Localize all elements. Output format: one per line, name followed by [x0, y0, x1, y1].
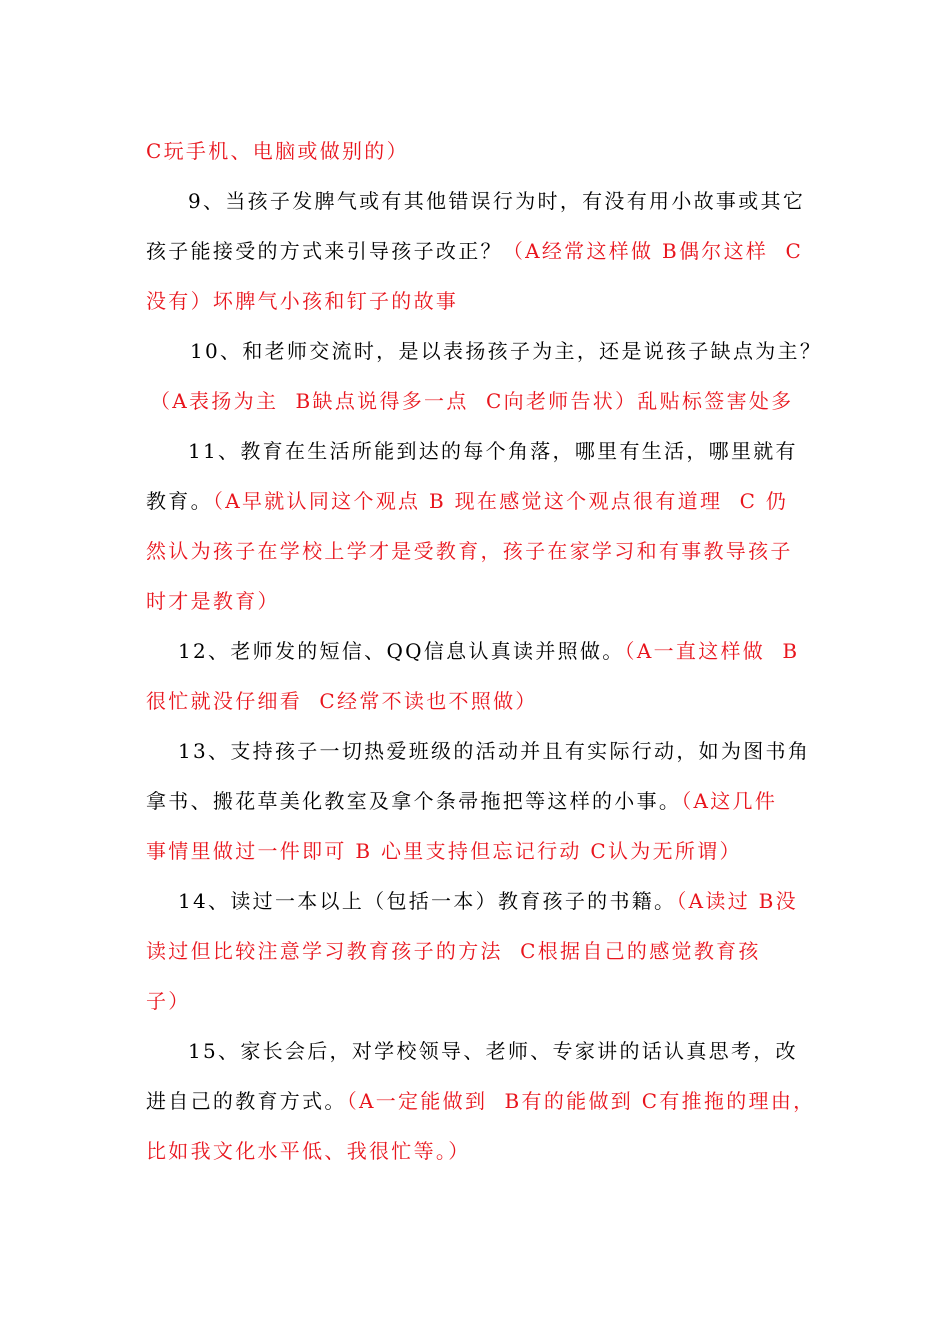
- text-line: [146, 536, 793, 566]
- answer-options-text: （A一定能做到 B有的能做到 C有推拖的理由，: [346, 1089, 816, 1113]
- answer-options-text: （A这几件: [681, 789, 778, 813]
- question-text: 10、和老师交流时，是以表扬孩子为主，还是说孩子缺点为主？: [190, 339, 823, 363]
- text-line: [146, 136, 409, 166]
- question-text: 拿书、搬花草美化教室及拿个条帚拖把等这样的小事。: [146, 789, 682, 813]
- answer-options-text: 时才是教育）: [146, 589, 280, 613]
- text-line: [146, 436, 798, 466]
- answer-options-text: （A读过 B没: [676, 889, 798, 913]
- answer-options-text: 事情里做过一件即可 B 心里支持但忘记行动 C认为无所谓）: [146, 839, 742, 863]
- answer-options-text: C玩手机、电脑或做别的）: [146, 139, 409, 163]
- answer-options-text: （A表扬为主 B缺点说得多一点 C向老师告状）乱贴标签害处多: [150, 389, 794, 413]
- question-text: 13、支持孩子一切热爱班级的活动并且有实际行动，如为图书角: [178, 739, 811, 763]
- question-text: 进自己的教育方式。: [146, 1089, 347, 1113]
- text-line: [146, 486, 788, 516]
- text-line: [146, 386, 793, 416]
- question-text: 孩子能接受的方式来引导孩子改正？: [146, 239, 503, 263]
- text-line: [146, 636, 799, 666]
- text-line: [146, 836, 742, 866]
- answer-options-text: 比如我文化水平低、我很忙等。）: [146, 1139, 471, 1163]
- text-line: [146, 686, 538, 716]
- text-line: [146, 1136, 471, 1166]
- text-line: [146, 786, 777, 816]
- question-text: 15、家长会后，对学校领导、老师、专家讲的话认真思考，改: [188, 1039, 798, 1063]
- text-line: [146, 1086, 815, 1116]
- text-line: [146, 886, 798, 916]
- answer-options-text: （A早就认同这个观点 B 现在感觉这个观点很有道理 C 仍: [212, 489, 789, 513]
- question-text: 9、当孩子发脾气或有其他错误行为时，有没有用小故事或其它: [188, 189, 806, 213]
- text-line: [146, 936, 761, 966]
- text-line: [146, 286, 458, 316]
- text-line: [146, 336, 822, 366]
- text-line: [146, 586, 280, 616]
- answer-options-text: （A一直这样做 B: [624, 639, 800, 663]
- answer-options-text: 没有）坏脾气小孩和钉子的故事: [146, 289, 459, 313]
- question-text: 教育。: [146, 489, 213, 513]
- answer-options-text: 子）: [146, 989, 191, 1013]
- text-line: [146, 986, 191, 1016]
- text-line: [146, 236, 803, 266]
- text-line: [146, 186, 805, 216]
- text-line: [146, 1036, 798, 1066]
- text-line: [146, 736, 810, 766]
- question-text: 12、老师发的短信、QQ信息认真读并照做。: [178, 639, 625, 663]
- answer-options-text: 很忙就没仔细看 C经常不读也不照做）: [146, 689, 538, 713]
- question-text: 14、读过一本以上（包括一本）教育孩子的书籍。: [178, 889, 677, 913]
- answer-options-text: （A经常这样做 B偶尔这样 C: [502, 239, 804, 263]
- answer-options-text: 然认为孩子在学校上学才是受教育，孩子在家学习和有事教导孩子: [146, 539, 793, 563]
- answer-options-text: 读过但比较注意学习教育孩子的方法 C根据自己的感觉教育孩: [146, 939, 761, 963]
- question-text: 11、教育在生活所能到达的每个角落，哪里有生活，哪里就有: [188, 439, 798, 463]
